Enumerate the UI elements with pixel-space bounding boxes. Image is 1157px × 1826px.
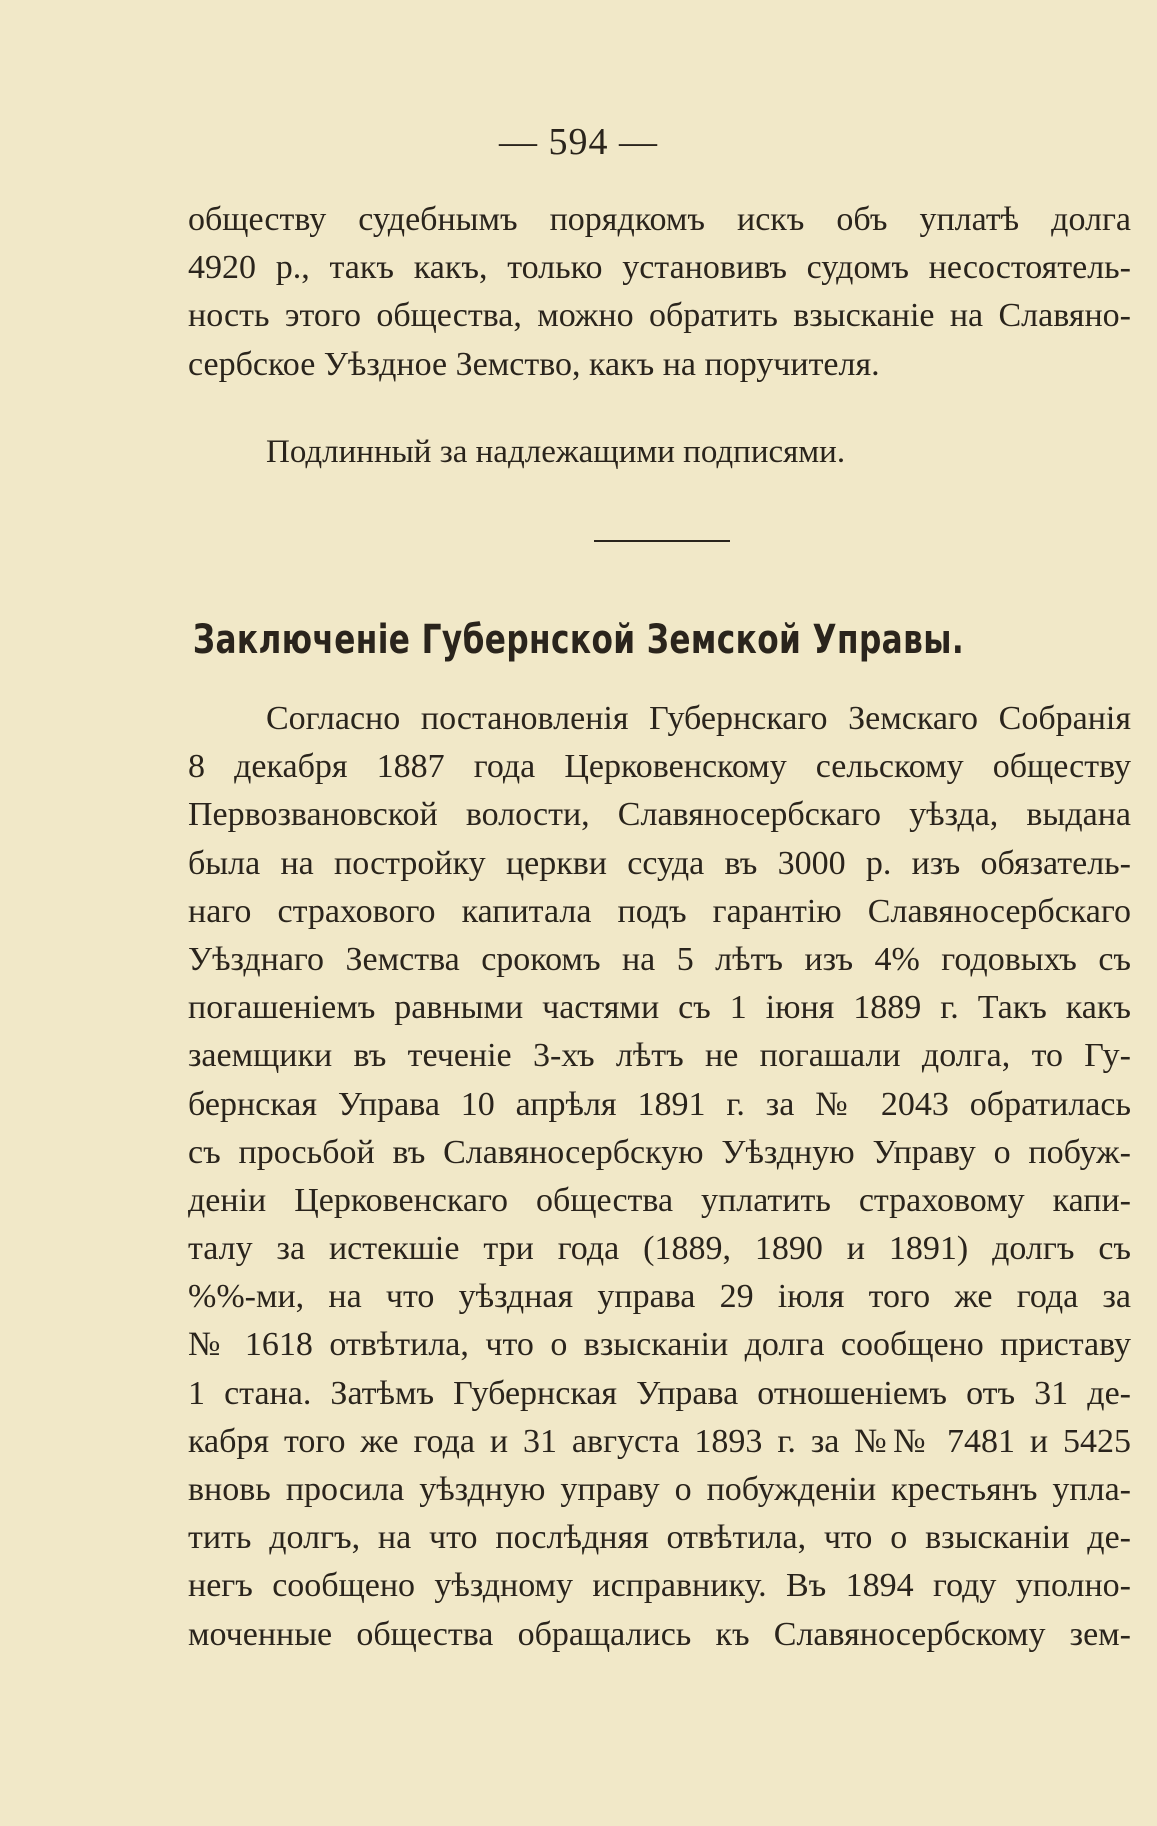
text-line: сербское Уѣздное Земство, какъ на поручителя. — [188, 345, 880, 383]
text-line: %%-ми, на что уѣздная управа 29 іюля того же года за — [188, 1278, 1131, 1316]
text-line: деніи Церковенскаго общества уплатить страховому капи- — [188, 1181, 1131, 1219]
text-line: тить долгъ, на что послѣдняя отвѣтила, что о взысканіи де- — [188, 1519, 1131, 1557]
top-paragraph — [188, 196, 1131, 389]
text-line: погашеніемъ равными частями съ 1 іюня 1889 г. Такъ какъ — [188, 989, 1131, 1027]
text-line: Первозвановской волости, Славяносербскаго уѣзда, выдана — [188, 796, 1131, 834]
text-line: обществу судебнымъ порядкомъ искъ объ уплатѣ долга — [188, 201, 1131, 238]
text-line: Уѣзднаго Земства срокомъ на 5 лѣтъ изъ 4% годовыхъ съ — [188, 940, 1131, 978]
text-line: ность этого общества, можно обратить взысканіе на Славяно- — [188, 297, 1131, 335]
main-paragraph — [188, 695, 1131, 1659]
section-separator — [594, 540, 730, 542]
text-line: вновь просила уѣздную управу о побужденіи крестьянъ упла- — [188, 1471, 1131, 1508]
text-line: Согласно постановленія Губернскаго Земскаго Собранія — [266, 700, 1131, 737]
text-line: 4920 р., такъ какъ, только установивъ судомъ несостоятель- — [188, 249, 1131, 287]
signature-note: Подлинный за надлежащими подписями. — [266, 434, 846, 470]
text-line: заемщики въ теченіе 3-хъ лѣтъ не погашали долга, то Гу- — [188, 1037, 1131, 1075]
text-line: 1 стана. Затѣмъ Губернская Управа отношеніемъ отъ 31 де- — [188, 1374, 1131, 1412]
text-line: 8 декабря 1887 года Церковенскому сельскому обществу — [188, 748, 1131, 786]
text-line: № 1618 отвѣтила, что о взысканіи долга сообщено приставу — [188, 1326, 1131, 1364]
page-number: — 594 — — [499, 121, 658, 163]
text-line: моченные общества обращались къ Славяносербскому зем- — [188, 1615, 1131, 1653]
text-line: бернская Управа 10 апрѣля 1891 г. за № 2043 обратилась — [188, 1085, 1131, 1123]
section-title: Заключеніе Губернской Земской Управы. — [192, 617, 965, 663]
text-line: была на постройку церкви ссуда въ 3000 р. изъ обязатель- — [188, 844, 1131, 882]
text-line: негъ сообщено уѣздному исправнику. Въ 1894 году уполно- — [188, 1567, 1131, 1605]
text-line: кабря того же года и 31 августа 1893 г. за №№ 7481 и 5425 — [188, 1422, 1131, 1460]
text-line: съ просьбой въ Славяносербскую Уѣздную Управу о побуж- — [188, 1133, 1131, 1171]
text-line: талу за истекшіе три года (1889, 1890 и 1891) долгъ съ — [188, 1230, 1131, 1268]
text-line: наго страхового капитала подъ гарантію Славяносербскаго — [188, 892, 1131, 930]
